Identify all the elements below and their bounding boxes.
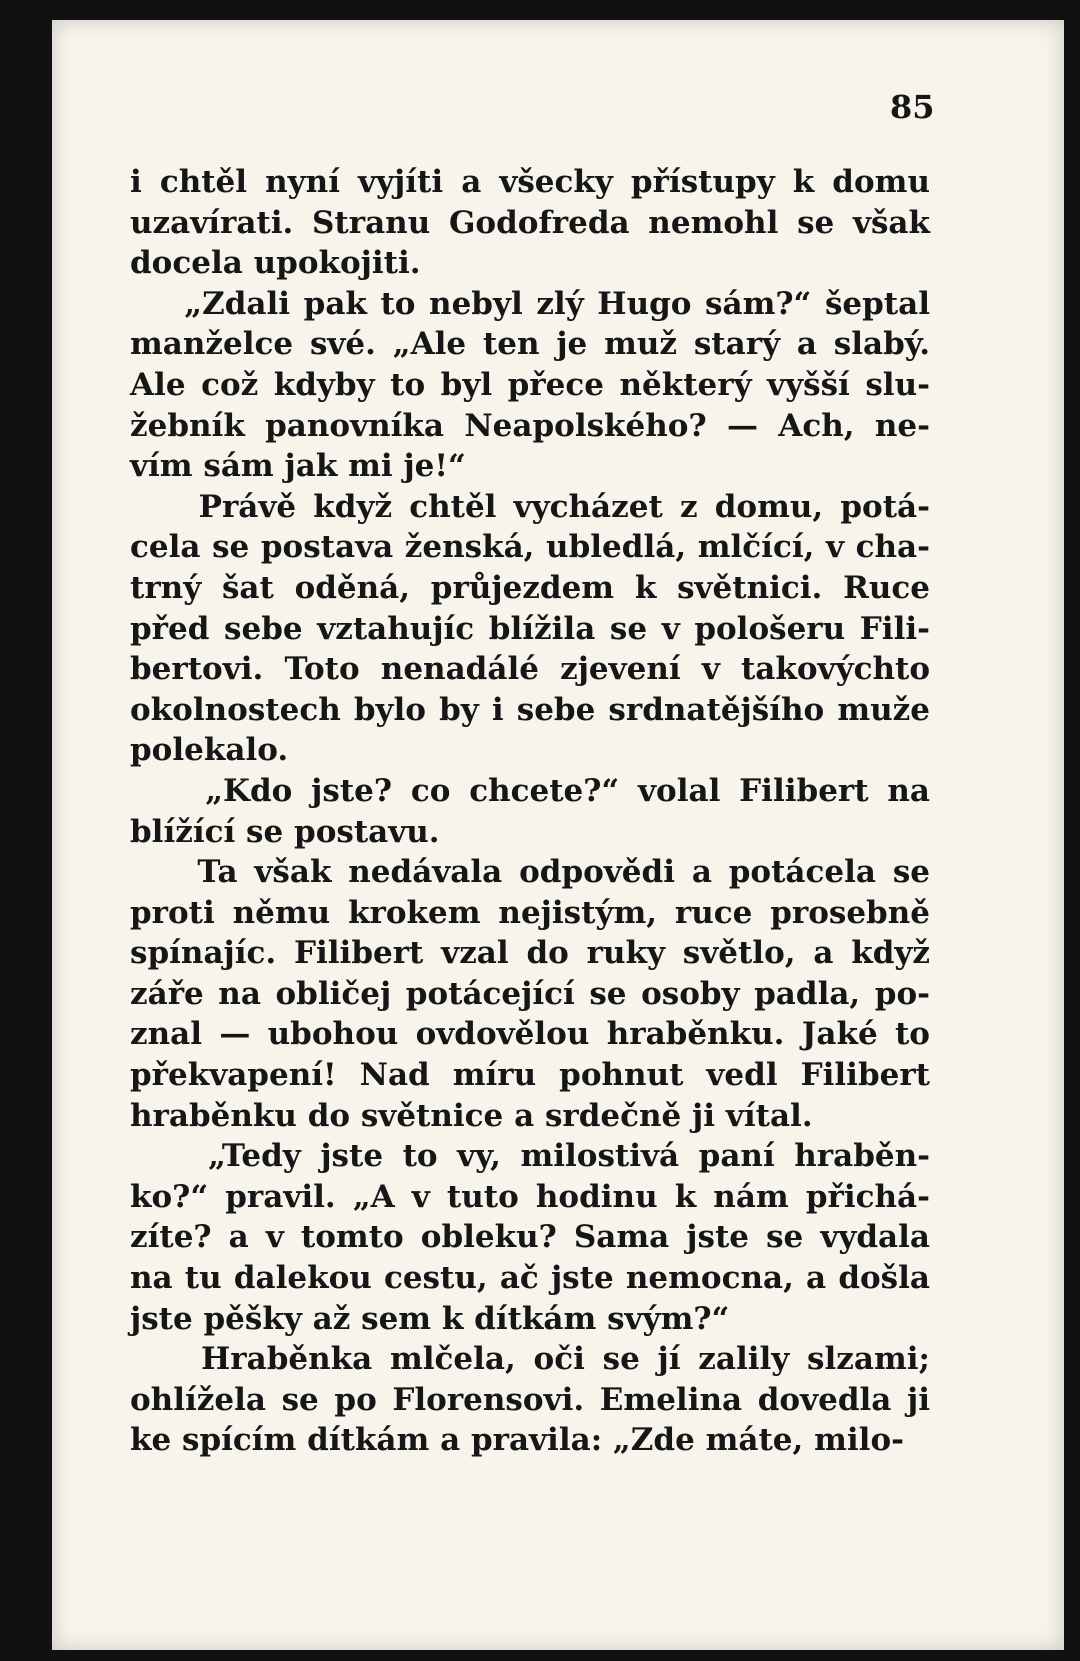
text-line: hraběnku do světnice a srdečně ji vítal. — [130, 1097, 813, 1134]
text-line: uzavírati. Stranu Godofreda nemohl se však — [130, 204, 930, 241]
text-line: vím sám jak mi je!“ — [130, 448, 466, 485]
text-line: proti němu krokem nejistým, ruce prosebně — [130, 894, 930, 931]
text-line: „Zdali pak to nebyl zlý Hugo sám?“ šeptal — [130, 285, 930, 322]
text-line: Ale což kdyby to byl přece některý vyšší slu- — [130, 366, 930, 403]
page-number: 85 — [890, 88, 935, 126]
text-line: žebník panovníka Neapolského? — Ach, ne- — [130, 407, 930, 444]
text-line: okolnostech bylo by i sebe srdnatějšího muže — [130, 691, 930, 728]
text-line: ke spícím dítkám a pravila: „Zde máte, milo- — [130, 1422, 905, 1459]
text-line: ohlížela se po Florensovi. Emelina dovedla ji — [130, 1381, 930, 1418]
text-line: zíte? a v tomto obleku? Sama jste se vydala — [130, 1219, 930, 1256]
text-line: „Tedy jste to vy, milostivá paní hraběn- — [130, 1138, 930, 1175]
text-line: záře na obličej potácející se osoby padla, po- — [130, 975, 930, 1012]
text-line: překvapení! Nad míru pohnut vedl Filibert — [130, 1057, 930, 1094]
text-line: blížící se postavu. — [130, 813, 440, 850]
text-line: Hraběnka mlčela, oči se jí zalily slzami; — [130, 1341, 930, 1378]
text-line: i chtěl nyní vyjíti a všecky přístupy k domu — [130, 164, 930, 200]
text-line: na tu dalekou cestu, ač jste nemocna, a došla — [130, 1260, 930, 1297]
text-line: „Kdo jste? co chcete?“ volal Filibert na — [130, 772, 930, 809]
text-line: spínajíc. Filibert vzal do ruky světlo, a když — [130, 935, 930, 972]
text-line: docela upokojiti. — [130, 245, 421, 282]
text-line: jste pěšky až sem k dítkám svým?“ — [130, 1300, 730, 1337]
body-text — [130, 162, 930, 1461]
text-line: manželce své. „Ale ten je muž starý a slabý. — [130, 326, 930, 363]
text-line: před sebe vztahujíc blížila se v pološeru Fili- — [130, 610, 930, 647]
text-line: bertovi. Toto nenadálé zjevení v takovýchto — [130, 651, 930, 688]
text-line: Ta však nedávala odpovědi a potácela se — [130, 854, 930, 891]
text-line: ko?“ pravil. „A v tuto hodinu k nám přichá- — [130, 1178, 930, 1215]
text-line: znal — ubohou ovdovělou hraběnku. Jaké to — [130, 1016, 930, 1053]
text-line: cela se postava ženská, ubledlá, mlčící, v cha- — [130, 529, 930, 566]
text-line: trný šat oděná, průjezdem k světnici. Ruce — [130, 569, 930, 606]
text-line: polekalo. — [130, 732, 289, 769]
text-line: Právě když chtěl vycházet z domu, potá- — [130, 488, 930, 525]
